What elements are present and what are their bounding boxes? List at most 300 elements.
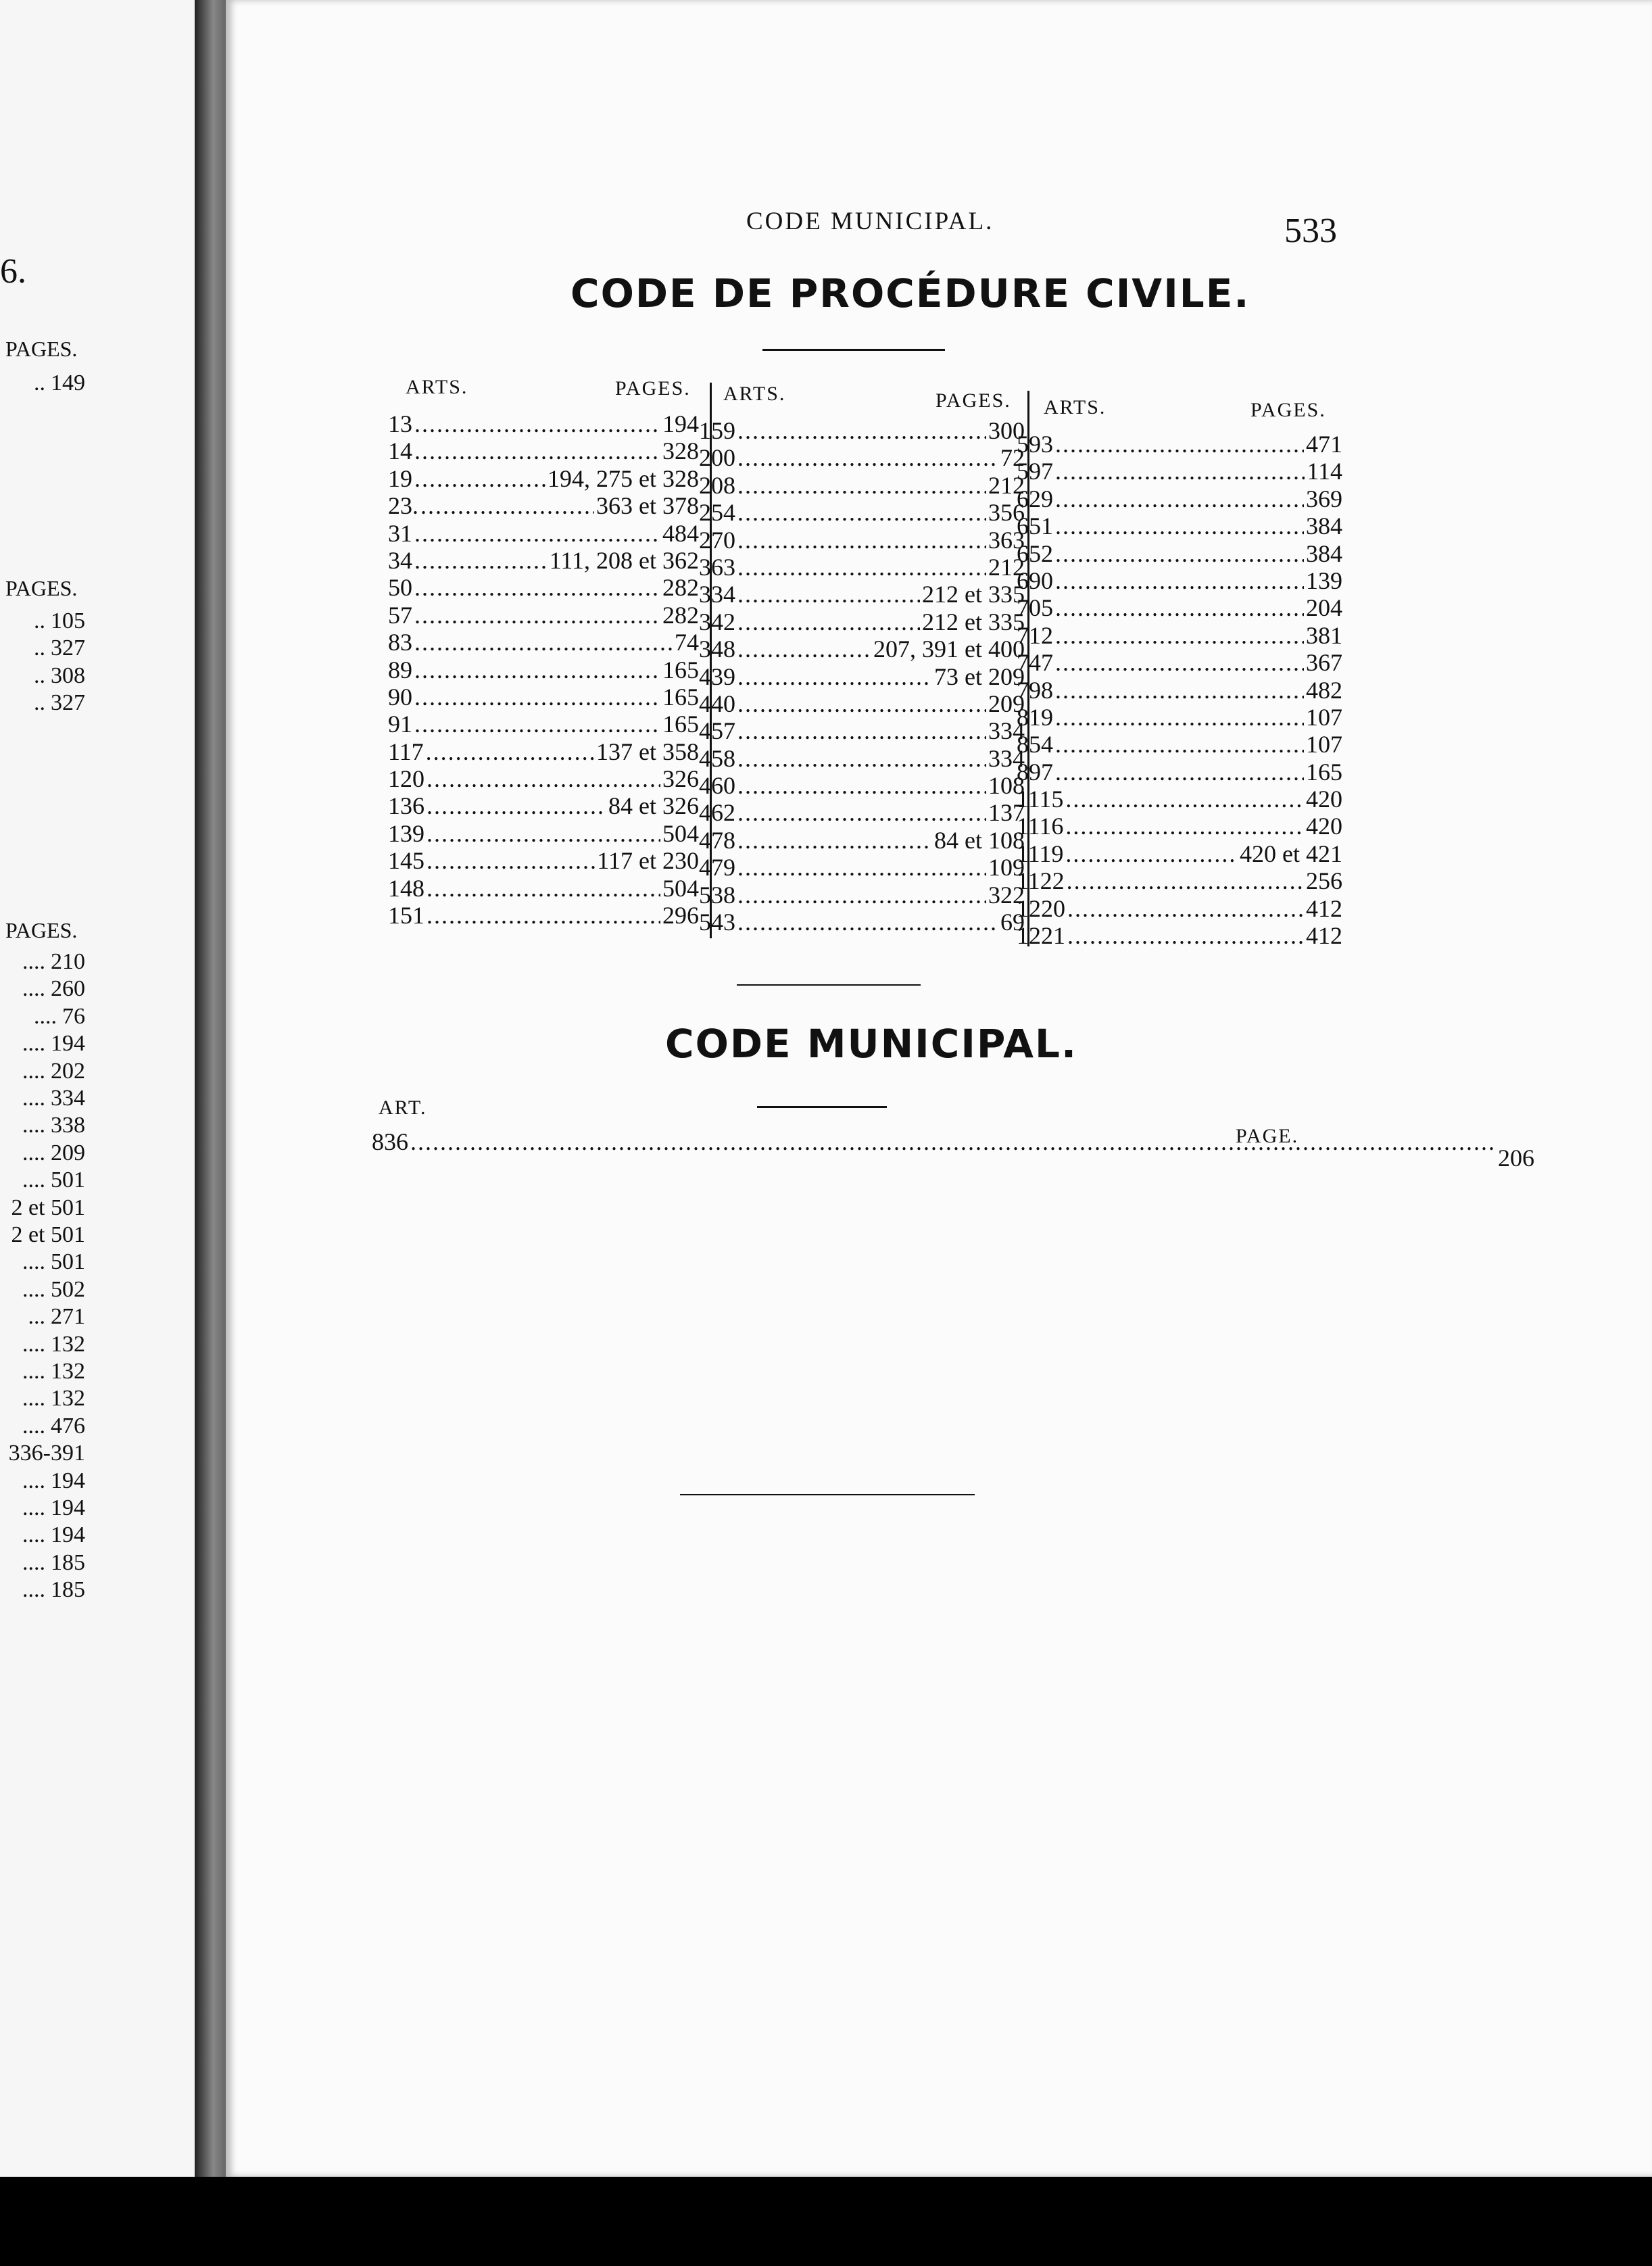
- page-reference: 107: [1306, 731, 1342, 758]
- page-reference: 111, 208 et 362: [549, 546, 699, 574]
- dot-leader: [737, 635, 871, 663]
- title-rule: [762, 349, 945, 351]
- fragment-entry: [0, 1495, 85, 1521]
- article-number: 705: [1017, 594, 1053, 622]
- page-reference: 300: [988, 417, 1025, 444]
- index-entry: [699, 443, 1025, 471]
- article-number: 89: [388, 656, 412, 683]
- fragment-value: 185: [51, 1549, 85, 1575]
- dot-leader: [427, 819, 660, 848]
- fragment-value: 476: [51, 1413, 85, 1439]
- page-reference: 256: [1306, 867, 1342, 895]
- index-entry: [699, 526, 1025, 553]
- fragment-entry: [0, 1304, 85, 1330]
- index-entry: [388, 573, 699, 600]
- index-entry: [388, 901, 699, 928]
- article-number: 1115: [1017, 786, 1064, 813]
- index-entry: [699, 662, 1025, 690]
- fragment-leader: ....: [22, 1031, 45, 1057]
- article-number: 145: [388, 847, 424, 875]
- fragment-entry: [0, 1468, 85, 1494]
- page-reference: 209: [988, 690, 1025, 717]
- dot-leader: [1055, 621, 1304, 650]
- fragment-value: 2 et 501: [11, 1222, 85, 1247]
- dot-leader: [1055, 730, 1304, 758]
- fragment-entry: [0, 1550, 85, 1576]
- page-reference: 369: [1306, 485, 1342, 512]
- article-number: 342: [699, 608, 735, 635]
- index-entry: [388, 792, 699, 819]
- page-reference: 367: [1306, 649, 1342, 677]
- dot-leader: [1055, 566, 1304, 595]
- index-entry: [388, 519, 699, 546]
- fragment-value: 105: [51, 608, 85, 633]
- fragment-entry: [0, 1386, 85, 1412]
- fragment-value: 194: [51, 1468, 85, 1493]
- article-number: 334: [699, 581, 735, 608]
- index-entry: [699, 771, 1025, 798]
- fragment-value: 501: [51, 1167, 85, 1193]
- article-number: 83: [388, 629, 412, 656]
- dot-leader: [427, 846, 595, 875]
- fragment-leader: ....: [34, 1003, 57, 1029]
- article-number: 593: [1017, 431, 1053, 458]
- index-entry: [699, 553, 1025, 580]
- page-reference: 384: [1306, 539, 1342, 567]
- dot-leader: [427, 765, 660, 793]
- dot-leader: [737, 608, 920, 636]
- fragment-value: 202: [51, 1058, 85, 1084]
- index-entry: [1017, 703, 1342, 730]
- page-reference: 384: [1306, 512, 1342, 540]
- index-entry: [388, 410, 699, 437]
- index-entry: [388, 437, 699, 464]
- index-entry: [1017, 921, 1342, 948]
- fragment-leader: ....: [22, 1577, 45, 1603]
- fragment-leader: ..: [34, 690, 45, 716]
- dot-leader: [420, 491, 594, 520]
- fragment-leader: ....: [22, 1413, 45, 1439]
- fragment-entry: [0, 1004, 85, 1030]
- art-label: ART.: [379, 1096, 427, 1119]
- article-number: 712: [1017, 621, 1053, 649]
- page-reference: 165: [1306, 758, 1342, 786]
- fragment-value: 271: [51, 1304, 85, 1330]
- dot-leader: [414, 437, 660, 465]
- fragment-leader: ...: [28, 1304, 45, 1330]
- book-page: [226, 0, 1652, 2177]
- page-reference: 471: [1306, 431, 1342, 458]
- fragment-leader: ....: [22, 1113, 45, 1138]
- dot-leader: [737, 717, 986, 745]
- section-title-code-municipal: CODE MUNICIPAL.: [665, 1021, 1077, 1067]
- index-entry: [1017, 785, 1342, 812]
- index-entry: [699, 635, 1025, 662]
- fragment-entry: [0, 1167, 85, 1193]
- fragment-entry: [0, 1113, 85, 1138]
- fragment-entry: [0, 1332, 85, 1357]
- article-number: 14: [388, 437, 412, 465]
- article-number: 117: [388, 738, 424, 765]
- article-number: 538: [699, 881, 735, 909]
- page-reference: 282: [662, 601, 699, 629]
- dot-leader: [1055, 485, 1304, 513]
- index-column-2: [699, 416, 1025, 935]
- column-2-pages-label: PAGES.: [936, 389, 1011, 412]
- page-reference: 212: [988, 471, 1025, 499]
- index-entry: [1017, 894, 1342, 921]
- page-reference: 412: [1306, 922, 1342, 950]
- page-reference: 296: [662, 902, 699, 930]
- index-entry: [699, 826, 1025, 853]
- fragment-leader: ....: [22, 1086, 45, 1111]
- fragment-leader: ....: [22, 949, 45, 974]
- article-number: 23.: [388, 492, 418, 520]
- page-reference: 207, 391 et 400: [873, 635, 1025, 663]
- page-reference: 484: [662, 519, 699, 547]
- fragment-leader: ..: [34, 662, 45, 688]
- fragment-entry: [0, 1577, 85, 1603]
- page-reference: 420 et 421: [1240, 840, 1342, 867]
- fragment-leader: ....: [22, 1468, 45, 1493]
- fragment-leader: ....: [22, 1495, 45, 1520]
- article-number: 120: [388, 765, 424, 793]
- dot-leader: [737, 826, 932, 854]
- dot-leader: [1067, 894, 1304, 923]
- dot-leader: [1055, 703, 1304, 731]
- index-entry: [388, 846, 699, 873]
- fragment-entry: [0, 949, 85, 975]
- running-head: CODE MUNICIPAL.: [746, 208, 994, 235]
- fragment-leader: ....: [22, 1167, 45, 1193]
- fragment-entry: [0, 690, 85, 716]
- fragment-entry: [0, 1140, 85, 1166]
- fragment-entry: [0, 1277, 85, 1303]
- fragment-leader: ..: [34, 370, 45, 395]
- dot-leader: [414, 601, 660, 629]
- page-reference: 84 et 108: [934, 826, 1025, 854]
- index-entry: [388, 710, 699, 737]
- page-reference: 381: [1306, 621, 1342, 649]
- index-entry: [372, 1128, 1534, 1172]
- fragment-leader: ....: [22, 976, 45, 1002]
- dot-leader: [414, 656, 660, 684]
- page-reference: 212 et 335: [922, 608, 1025, 635]
- article-number: 348: [699, 635, 735, 663]
- fragment-value: 132: [51, 1359, 85, 1384]
- fragment-value: 501: [51, 1249, 85, 1275]
- index-entry: [1017, 840, 1342, 867]
- page-reference: 137: [988, 799, 1025, 827]
- fragment-value: 334: [51, 1086, 85, 1111]
- fragment-entry: [0, 370, 85, 396]
- article-number: 439: [699, 662, 735, 690]
- dot-leader: [1055, 758, 1304, 786]
- fragment-entry: [0, 1359, 85, 1384]
- fragment-entry: [0, 1086, 85, 1111]
- index-entry: [388, 491, 699, 519]
- index-entry: [1017, 648, 1342, 675]
- dot-leader: [737, 662, 932, 691]
- page-reference: 420: [1306, 813, 1342, 840]
- fragment-entry: [0, 1031, 85, 1057]
- fragment-value: 149: [51, 370, 85, 395]
- dot-leader: [1055, 648, 1304, 677]
- article-number: 13: [388, 410, 412, 437]
- fragment-value: 336-391: [8, 1441, 85, 1466]
- page-label: PAGE.: [1236, 1125, 1299, 1147]
- index-entry: [388, 546, 699, 573]
- dot-leader: [414, 410, 660, 438]
- page-reference: 194: [662, 410, 699, 437]
- page-reference: 165: [662, 683, 699, 710]
- article-number: 854: [1017, 731, 1053, 758]
- article-number: 651: [1017, 512, 1053, 540]
- page-reference: 212: [988, 553, 1025, 581]
- fragment-leader: ....: [22, 1058, 45, 1084]
- fragment-heading: 6.: [0, 252, 26, 291]
- article-number: 652: [1017, 539, 1053, 567]
- dot-leader: [414, 710, 660, 738]
- article-number: 543: [699, 909, 735, 936]
- fragment-value: 185: [51, 1577, 85, 1603]
- fragment-pages-label: PAGES.: [5, 576, 78, 600]
- column-3-pages-label: PAGES.: [1250, 399, 1326, 421]
- dot-leader: [427, 874, 660, 902]
- title-rule: [757, 1106, 887, 1108]
- page-reference: 108: [988, 772, 1025, 800]
- column-3-arts-label: ARTS.: [1044, 396, 1107, 418]
- municipal-entries: [372, 1128, 1534, 1172]
- fragment-entry: [0, 663, 85, 689]
- article-number: 90: [388, 683, 412, 710]
- facing-page-fragment: [0, 0, 195, 2177]
- fragment-value: 308: [51, 662, 85, 688]
- index-entry: [1017, 566, 1342, 594]
- index-entry: [388, 683, 699, 710]
- index-entry: [1017, 676, 1342, 703]
- fragment-leader: ....: [22, 1386, 45, 1412]
- index-column-3: [1017, 430, 1342, 948]
- dot-leader: [737, 908, 998, 936]
- page-reference: 194, 275 et 328: [548, 464, 699, 492]
- article-number: 159: [699, 417, 735, 444]
- article-number: 1220: [1017, 894, 1065, 922]
- fragment-entry: [0, 1249, 85, 1275]
- article-number: 460: [699, 772, 735, 800]
- fragment-leader: ....: [22, 1359, 45, 1384]
- fragment-leader: ....: [22, 1140, 45, 1165]
- column-1-pages-label: PAGES.: [615, 377, 691, 400]
- dot-leader: [1065, 812, 1304, 840]
- dot-leader: [414, 546, 548, 575]
- article-number: 1119: [1017, 840, 1064, 867]
- dot-leader: [737, 771, 986, 800]
- index-entry: [1017, 539, 1342, 566]
- fragment-pages-label: PAGES.: [5, 337, 78, 361]
- index-entry: [1017, 621, 1342, 648]
- article-number: 897: [1017, 758, 1053, 786]
- article-number: 819: [1017, 703, 1053, 731]
- article-number: 747: [1017, 649, 1053, 677]
- dot-leader: [414, 573, 660, 602]
- index-entry: [388, 765, 699, 792]
- book-spine: [195, 0, 226, 2177]
- index-entry: [1017, 867, 1342, 894]
- page-reference: 204: [1306, 594, 1342, 622]
- article-number: 457: [699, 717, 735, 745]
- page-reference: 74: [675, 629, 699, 656]
- page-reference: 363 et 378: [596, 492, 699, 520]
- page-reference: 420: [1306, 786, 1342, 813]
- index-entry: [699, 881, 1025, 908]
- article-number: 151: [388, 902, 424, 930]
- article-number: 50: [388, 574, 412, 602]
- index-entry: [699, 798, 1025, 825]
- fragment-value: 194: [51, 1031, 85, 1057]
- fragment-entry: [0, 1522, 85, 1548]
- index-entry: [388, 601, 699, 628]
- fragment-value: 194: [51, 1495, 85, 1520]
- article-number: 458: [699, 744, 735, 772]
- index-entry: [388, 819, 699, 846]
- fragment-leader: ....: [22, 1276, 45, 1302]
- dot-leader: [737, 798, 986, 827]
- article-number: 836: [372, 1128, 408, 1155]
- article-number: 1122: [1017, 867, 1065, 895]
- index-entry: [1017, 758, 1342, 785]
- page-reference: 504: [662, 874, 699, 902]
- page-reference: 84 et 326: [608, 792, 699, 820]
- dot-leader: [426, 738, 594, 766]
- article-number: 1116: [1017, 813, 1064, 840]
- fragment-leader: ....: [22, 1549, 45, 1575]
- page-reference: 322: [988, 881, 1025, 909]
- page-reference: 69: [1000, 909, 1025, 936]
- fragment-leader: ..: [34, 635, 45, 661]
- page-reference: 72: [1000, 444, 1025, 472]
- index-column-1: [388, 410, 699, 928]
- page-reference: 206: [1498, 1144, 1534, 1172]
- article-number: 440: [699, 690, 735, 717]
- dot-leader: [414, 519, 660, 548]
- fragment-value: 132: [51, 1331, 85, 1357]
- page-reference: 504: [662, 819, 699, 847]
- dot-leader: [737, 744, 986, 773]
- index-entry: [1017, 812, 1342, 839]
- dot-leader: [737, 853, 986, 882]
- index-entry: [699, 744, 1025, 771]
- fragment-value: 132: [51, 1386, 85, 1412]
- fragment-entry: [0, 1414, 85, 1439]
- fragment-value: 76: [62, 1003, 85, 1029]
- fragment-value: 2 et 501: [11, 1195, 85, 1220]
- article-number: 148: [388, 874, 424, 902]
- page-reference: 482: [1306, 676, 1342, 704]
- dot-leader: [737, 580, 920, 608]
- page-reference: 334: [988, 717, 1025, 745]
- dot-leader: [737, 881, 986, 909]
- fragment-leader: ..: [34, 608, 45, 633]
- page-reference: 282: [662, 574, 699, 602]
- page-reference: 412: [1306, 894, 1342, 922]
- index-entry: [388, 738, 699, 765]
- index-entry: [388, 628, 699, 655]
- index-entry: [699, 471, 1025, 498]
- dot-leader: [1065, 840, 1238, 868]
- page-reference: 109: [988, 854, 1025, 882]
- index-entry: [699, 608, 1025, 635]
- page-reference: 137 et 358: [596, 738, 699, 765]
- page-reference: 363: [988, 526, 1025, 554]
- dot-leader: [737, 553, 986, 581]
- page-reference: 356: [988, 499, 1025, 527]
- index-entry: [388, 464, 699, 491]
- index-entry: [1017, 485, 1342, 512]
- fragment-entry: [0, 976, 85, 1002]
- index-entry: [388, 874, 699, 901]
- dot-leader: [737, 690, 986, 718]
- article-number: 91: [388, 710, 412, 738]
- page-reference: 165: [662, 710, 699, 738]
- article-number: 270: [699, 526, 735, 554]
- dot-leader: [737, 443, 998, 472]
- dot-leader: [1065, 785, 1304, 813]
- article-number: 1221: [1017, 922, 1065, 950]
- index-entry: [388, 656, 699, 683]
- article-number: 478: [699, 826, 735, 854]
- article-number: 479: [699, 854, 735, 882]
- article-number: 798: [1017, 676, 1053, 704]
- article-number: 208: [699, 471, 735, 499]
- closing-rule: [680, 1494, 975, 1495]
- article-number: 254: [699, 499, 735, 527]
- index-entry: [699, 908, 1025, 935]
- article-number: 136: [388, 792, 424, 820]
- article-number: 19: [388, 464, 412, 492]
- fragment-value: 502: [51, 1276, 85, 1302]
- page-reference: 212 et 335: [922, 581, 1025, 608]
- fragment-value: 260: [51, 976, 85, 1002]
- page-reference: 117 et 230: [597, 847, 699, 875]
- article-number: 200: [699, 444, 735, 472]
- fragment-pages-label: PAGES.: [5, 918, 78, 942]
- index-entry: [699, 580, 1025, 607]
- fragment-entry: [0, 635, 85, 661]
- page-reference: 73 et 209: [934, 662, 1025, 690]
- fragment-value: 209: [51, 1140, 85, 1165]
- page-reference: 107: [1306, 703, 1342, 731]
- page-reference: 334: [988, 744, 1025, 772]
- index-entry: [1017, 594, 1342, 621]
- fragment-value: 210: [51, 949, 85, 974]
- article-number: 462: [699, 799, 735, 827]
- index-entry: [699, 717, 1025, 744]
- column-1-arts-label: ARTS.: [406, 376, 468, 398]
- fragment-leader: ....: [22, 1331, 45, 1357]
- index-entry: [699, 416, 1025, 443]
- dot-leader: [1067, 867, 1304, 895]
- fragment-value: 338: [51, 1113, 85, 1138]
- fragment-value: 327: [51, 690, 85, 716]
- article-number: 597: [1017, 458, 1053, 485]
- fragment-value: 194: [51, 1522, 85, 1548]
- dot-leader: [1055, 539, 1304, 568]
- fragment-entry: [0, 1222, 85, 1248]
- dot-leader: [1055, 430, 1304, 458]
- index-entry: [1017, 730, 1342, 757]
- dot-leader: [737, 526, 986, 554]
